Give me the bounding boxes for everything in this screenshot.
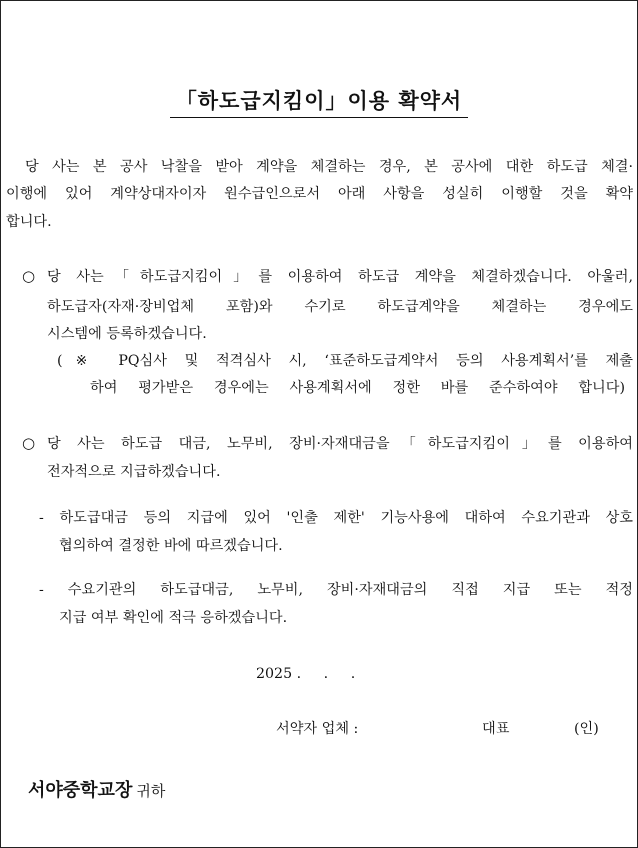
item2-sub2-line-1: - 수요기관의 하도급대금, 노무비, 장비·자재대금의 직접 지급 또는 적정 bbox=[39, 582, 633, 598]
item2-sub2-line-2: 지급 여부 확인에 적극 응하겠습니다. bbox=[59, 610, 288, 626]
document-title: 「하도급지킴이」이용 확약서 bbox=[170, 85, 468, 118]
document-title-wrap bbox=[1, 85, 637, 118]
recipient-suffix: 귀하 bbox=[136, 782, 166, 800]
seal-mark: (인) bbox=[574, 721, 599, 737]
item1-line-2: 하도급자(자재·장비업체 포함)와 수기로 하도급계약을 체결하는 경우에도 bbox=[47, 299, 633, 315]
recipient-name: 서야중학교장 bbox=[28, 780, 133, 801]
item1-line-1: 당 사는「하도급지킴이」를 이용하여 하도급 계약을 체결하겠습니다. 아울러, bbox=[47, 269, 633, 285]
date-field: 2025 . . . bbox=[256, 666, 356, 682]
item2-bullet: ○ bbox=[22, 434, 36, 452]
item2-line-2: 전자적으로 지급하겠습니다. bbox=[47, 464, 221, 480]
item2-line-1: 당 사는 하도급 대금, 노무비, 장비·자재대금을「하도급지킴이」를 이용하여 bbox=[47, 436, 633, 452]
representative-label: 대표 bbox=[482, 721, 510, 737]
item1-note-line-1: (※ PQ심사 및 적격심사 시, ‘표준하도급계약서 등의 사용계획서’를 제출 bbox=[57, 353, 633, 369]
item2-sub1-line-2: 협의하여 결정한 바에 따르겠습니다. bbox=[59, 538, 283, 554]
item1-line-3: 시스템에 등록하겠습니다. bbox=[47, 326, 207, 342]
item1-bullet: ○ bbox=[22, 267, 36, 285]
intro-line-2: 이행에 있어 계약상대자이자 원수급인으로서 아래 사항을 성실히 이행할 것을 확약 bbox=[6, 186, 633, 202]
signatory-company-label: 서약자 업체 : bbox=[276, 721, 359, 737]
intro-line-1: 당 사는 본 공사 낙찰을 받아 계약을 체결하는 경우, 본 공사에 대한 하도급 체결· bbox=[25, 159, 633, 175]
recipient bbox=[28, 776, 165, 802]
item2-sub1-line-1: - 하도급대금 등의 지급에 있어 '인출 제한' 기능사용에 대하여 수요기관과 상호 bbox=[39, 510, 633, 526]
item1-note-line-2: 하여 평가받은 경우에는 사용계획서에 정한 바를 준수하여야 합니다) bbox=[90, 380, 625, 396]
intro-line-3: 합니다. bbox=[6, 214, 52, 230]
